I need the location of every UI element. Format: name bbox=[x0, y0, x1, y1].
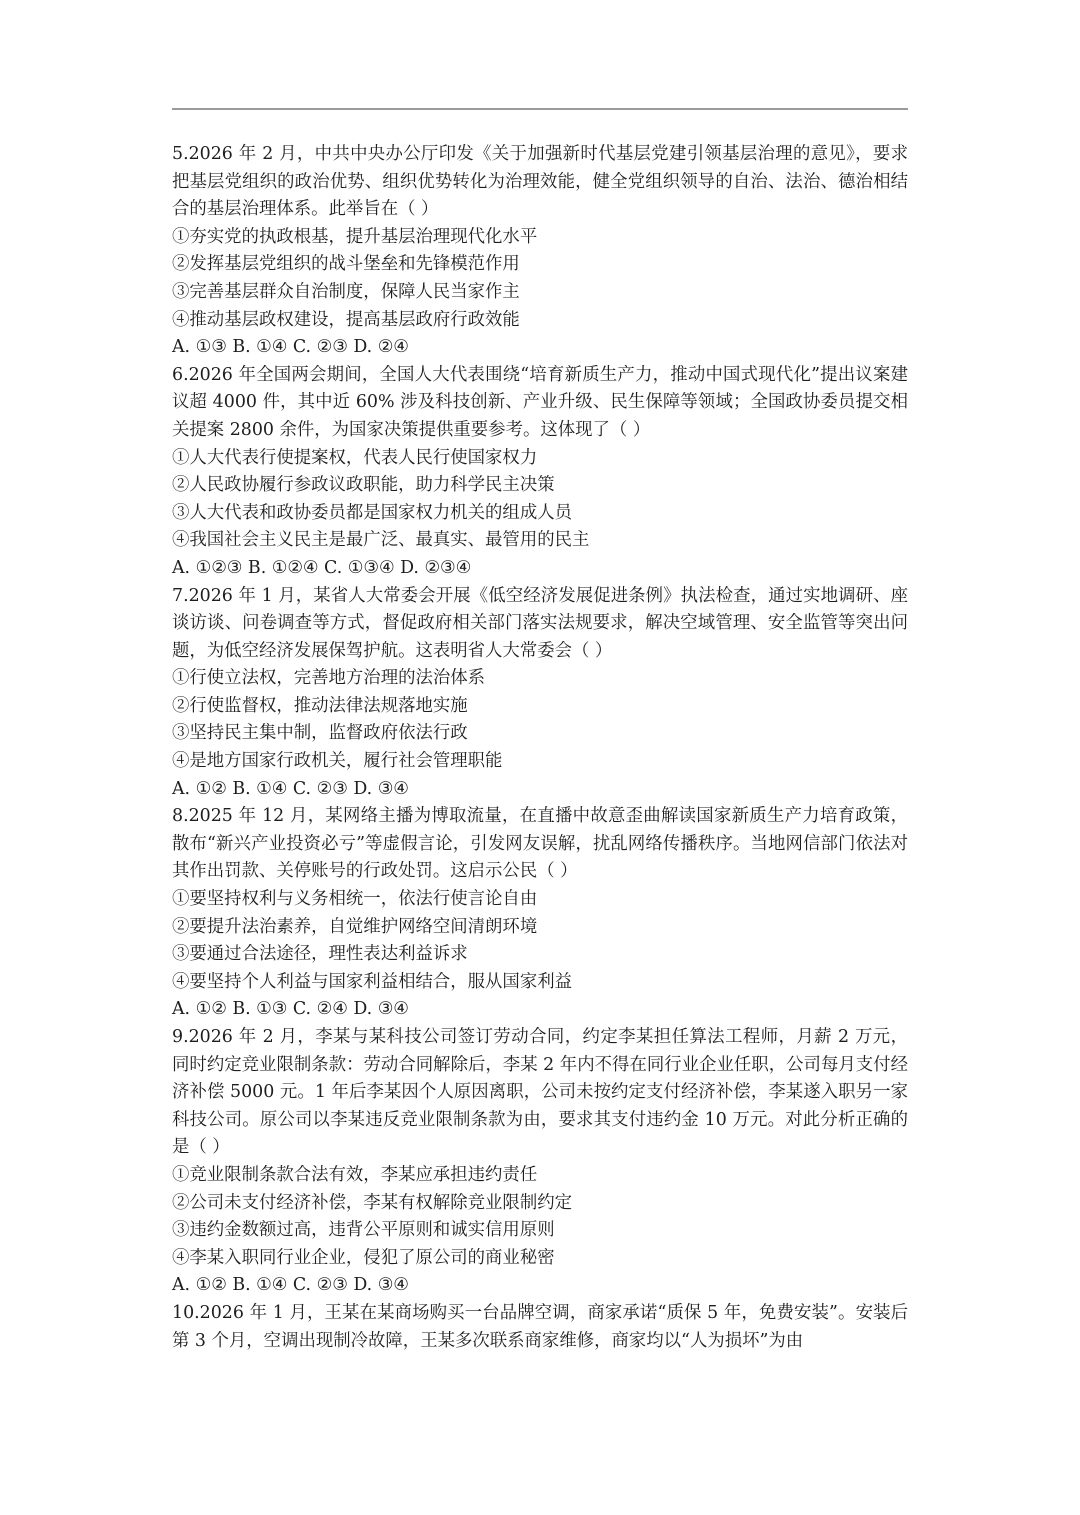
option-3: ③坚持民主集中制，监督政府依法行政 bbox=[172, 723, 468, 744]
question-list bbox=[172, 141, 908, 1355]
answer-choices: A. ①③ B. ①④ C. ②③ D. ②④ bbox=[172, 337, 409, 358]
question-stem: 9.2026 年 2 月，李某与某科技公司签订劳动合同，约定李某担任算法工程师，月薪 2 万元，同时约定竞业限制条款：劳动合同解除后，李某 2 年内不得在同行业企业任职，公司每月支付经济补偿 5000 元。1 年后李某因个人原因离职，公司未按约定支付经济补偿，李某遂入职另一家科技公司。原公司以李某违反竞业限制条款为由，要求其支付违约金 10 万元。对此分析正确的是（ ） bbox=[172, 1027, 908, 1158]
question-stem: 7.2026 年 1 月，某省人大常委会开展《低空经济发展促进条例》执法检查，通过实地调研、座谈访谈、问卷调查等方式，督促政府相关部门落实法规要求，解决空域管理、安全监管等突出问题，为低空经济发展保驾护航。这表明省人大常委会（ ） bbox=[172, 585, 908, 661]
question-9 bbox=[172, 1024, 908, 1300]
answer-choices: A. ①②③ B. ①②④ C. ①③④ D. ②③④ bbox=[172, 557, 472, 578]
question-7 bbox=[172, 583, 908, 804]
option-3: ③要通过合法途径，理性表达利益诉求 bbox=[172, 944, 468, 965]
option-4: ④要坚持个人利益与国家利益相结合，服从国家利益 bbox=[172, 971, 572, 992]
option-1: ①竞业限制条款合法有效，李某应承担违约责任 bbox=[172, 1164, 538, 1185]
option-3: ③违约金数额过高，违背公平原则和诚实信用原则 bbox=[172, 1220, 555, 1241]
question-6 bbox=[172, 362, 908, 583]
answer-choices: A. ①② B. ①④ C. ②③ D. ③④ bbox=[172, 1275, 409, 1296]
option-4: ④是地方国家行政机关，履行社会管理职能 bbox=[172, 751, 503, 772]
option-2: ②公司未支付经济补偿，李某有权解除竞业限制约定 bbox=[172, 1192, 572, 1213]
option-3: ③完善基层群众自治制度，保障人民当家作主 bbox=[172, 281, 520, 302]
answer-choices: A. ①② B. ①③ C. ②④ D. ③④ bbox=[172, 999, 409, 1020]
answer-choices: A. ①② B. ①④ C. ②③ D. ③④ bbox=[172, 778, 409, 799]
question-stem: 10.2026 年 1 月，王某在某商场购买一台品牌空调，商家承诺“质保 5 年，免费安装”。安装后第 3 个月，空调出现制冷故障，王某多次联系商家维修，商家均以“人为损坏”为由 bbox=[172, 1302, 908, 1351]
question-5 bbox=[172, 141, 908, 362]
question-stem: 5.2026 年 2 月，中共中央办公厅印发《关于加强新时代基层党建引领基层治理的意见》，要求把基层党组织的政治优势、组织优势转化为治理效能，健全党组织领导的自治、法治、德治相结合的基层治理体系。此举旨在（ ） bbox=[172, 144, 908, 220]
option-4: ④推动基层政权建设，提高基层政府行政效能 bbox=[172, 309, 520, 330]
header-divider bbox=[172, 108, 908, 110]
option-2: ②行使监督权，推动法律法规落地实施 bbox=[172, 695, 468, 716]
option-4: ④我国社会主义民主是最广泛、最真实、最管用的民主 bbox=[172, 530, 590, 551]
option-1: ①人大代表行使提案权，代表人民行使国家权力 bbox=[172, 447, 538, 468]
option-2: ②发挥基层党组织的战斗堡垒和先锋模范作用 bbox=[172, 254, 520, 275]
question-stem: 6.2026 年全国两会期间，全国人大代表围绕“培育新质生产力，推动中国式现代化”提出议案建议超 4000 件，其中近 60% 涉及科技创新、产业升级、民生保障等领域；全国政协委员提交相关提案 2800 余件，为国家决策提供重要参考。这体现了（ ） bbox=[172, 364, 908, 440]
option-1: ①夯实党的执政根基，提升基层治理现代化水平 bbox=[172, 226, 538, 247]
question-stem: 8.2025 年 12 月，某网络主播为博取流量，在直播中故意歪曲解读国家新质生产力培育政策，散布“新兴产业投资必亏”等虚假言论，引发网友误解，扰乱网络传播秩序。当地网信部门依法对其作出罚款、关停账号的行政处罚。这启示公民（ ） bbox=[172, 806, 908, 882]
option-4: ④李某入职同行业企业，侵犯了原公司的商业秘密 bbox=[172, 1247, 555, 1268]
option-2: ②人民政协履行参政议政职能，助力科学民主决策 bbox=[172, 475, 555, 496]
question-10 bbox=[172, 1300, 908, 1355]
option-2: ②要提升法治素养，自觉维护网络空间清朗环境 bbox=[172, 916, 538, 937]
option-1: ①要坚持权利与义务相统一，依法行使言论自由 bbox=[172, 889, 538, 910]
option-3: ③人大代表和政协委员都是国家权力机关的组成人员 bbox=[172, 502, 572, 523]
question-8 bbox=[172, 803, 908, 1024]
option-1: ①行使立法权，完善地方治理的法治体系 bbox=[172, 668, 486, 689]
